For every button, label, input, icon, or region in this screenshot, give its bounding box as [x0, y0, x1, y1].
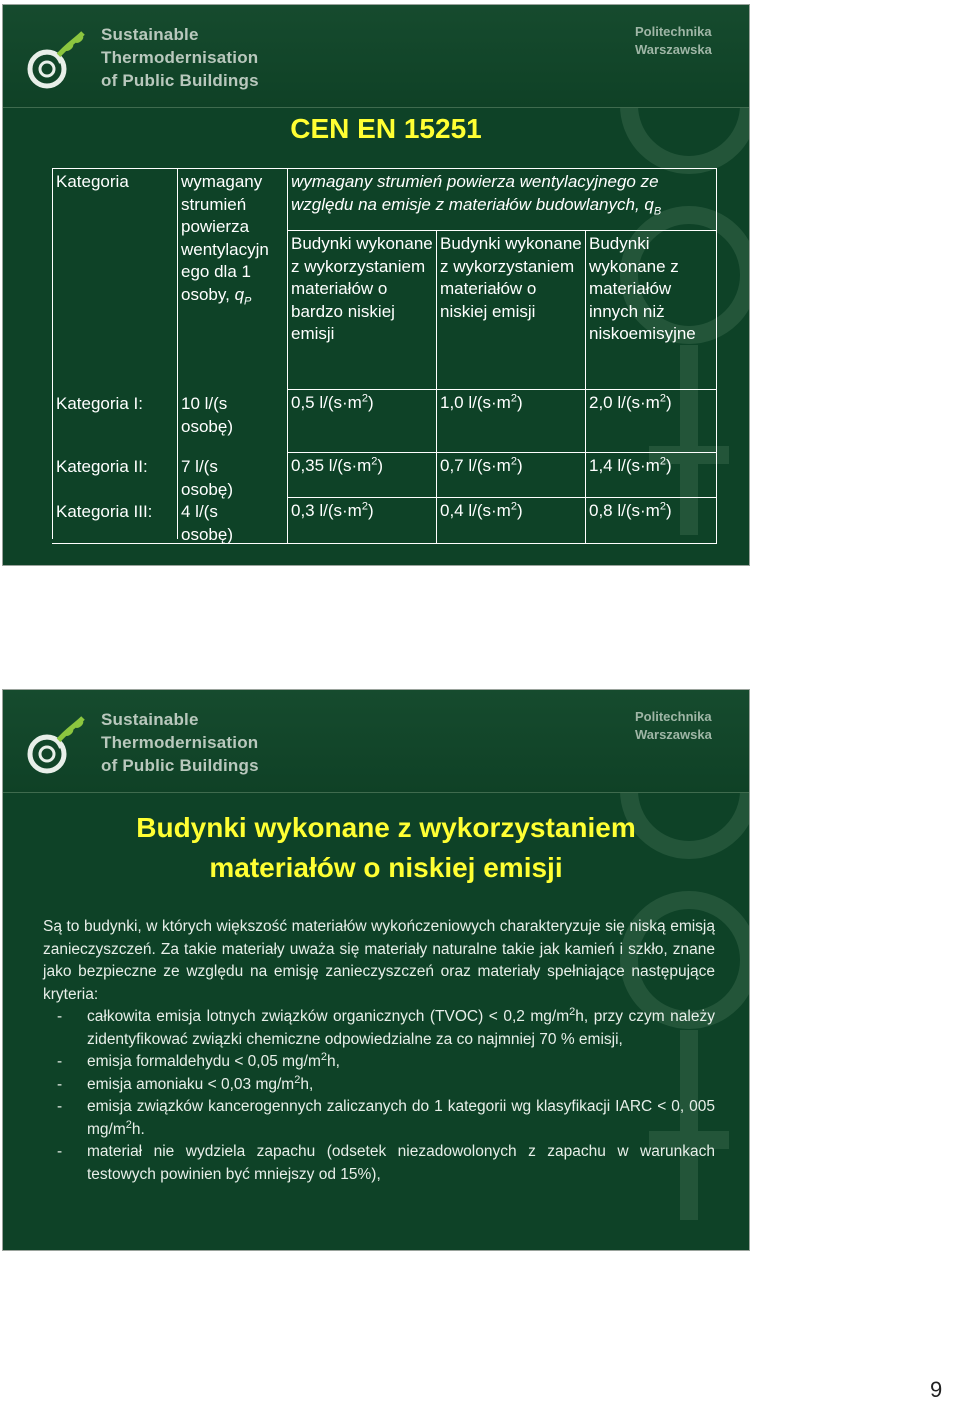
slide-title-line2: materiałów o niskiej emisji — [209, 852, 563, 883]
list-item: - materiał nie wydziela zapachu (odsetek niezadowolonych z zapachu w warunkach testowych powinien być mniejszy od 15%), — [57, 1143, 715, 1183]
university-name-line1: Politechnika — [635, 24, 712, 39]
row-category-1: Kategoria I: — [56, 394, 143, 413]
col-header-qp-text: wymagany strumień powierza wentylacyjn ego dla 1 osoby, — [181, 172, 269, 304]
qp-symbol: q — [234, 284, 245, 304]
project-name-line1: Sustainable — [101, 710, 199, 729]
list-item: - całkowita emisja lotnych związków organicznych (TVOC) < 0,2 $mg/m^2h$, przy czym należy zidentyfikować związki chemiczne odpowiedzialne za co najmniej 70 % emisji, — [57, 1005, 715, 1048]
col-header-qb-text: wymagany strumień powierza wentylacyjnego ze względu na emisje z materiałów budowlanych, — [291, 172, 659, 214]
qb-symbol: q — [644, 194, 654, 214]
subheader-very-low: Budynki wykonane z wykorzystaniem materiałów o bardzo niskiej emisji — [288, 231, 437, 390]
row-qp-3: 4 l/(s osobę) — [181, 502, 233, 544]
university-name-line1: Politechnika — [635, 709, 712, 724]
table-cell: 1,4 $l/(s\cdot m^2)$ — [586, 453, 717, 498]
table-cell: 0,8 $l/(s\cdot m^2)$ — [586, 498, 717, 544]
slide-cen-en-15251 — [2, 4, 750, 566]
slide-title-line1: Budynki wykonane z wykorzystaniem — [136, 812, 636, 843]
table-cell: 2,0 $l/(s\cdot m^2)$ — [586, 390, 717, 453]
project-name-line2: Thermodernisation — [101, 48, 259, 67]
table-cell: 0,3 $l/(s\cdot m^2)$ — [288, 498, 437, 544]
qb-subscript: B — [653, 204, 662, 217]
subheader-other: Budynki wykonane z materiałów innych niż niskoemisyjne — [586, 231, 717, 390]
col-header-qp — [181, 171, 281, 306]
slide-body — [43, 916, 715, 1186]
slide-header — [3, 690, 749, 793]
table-bottom-border — [52, 543, 288, 544]
slide-title — [23, 808, 749, 888]
project-name — [101, 23, 259, 92]
university-name-line2: Warszawska — [635, 42, 712, 57]
table-cell: 0,35 $l/(s\cdot m^2)$ — [288, 453, 437, 498]
stpb-logo-icon — [23, 29, 93, 99]
slide-header — [3, 5, 749, 108]
list-item: - emisja formaldehydu < 0,05 $mg/m^2h$, — [57, 1050, 340, 1070]
project-name-line3: of Public Buildings — [101, 756, 259, 775]
row-qp-1: 10 l/(s osobę) — [181, 394, 233, 436]
criteria-list — [43, 1006, 715, 1186]
university-name-line2: Warszawska — [635, 727, 712, 742]
subheader-low: Budynki wykonane z wykorzystaniem materiałów o niskiej emisji — [437, 231, 586, 390]
intro-paragraph: Są to budynki, w których większość materiałów wykończeniowych charakteryzuje się niską emisją zanieczyszczeń. Za takie materiały uważa się materiały naturalne takie jak kamień i szkło, znane jako bezpieczne ze względu na emisję zanieczyszczeń oraz materiały spełniające następujące kryteria: — [43, 918, 715, 1003]
row-category-2: Kategoria II: — [56, 457, 148, 476]
table-cell: 0,4 $l/(s\cdot m^2)$ — [437, 498, 586, 544]
qp-subscript: P — [244, 294, 252, 307]
col-header-qb — [288, 169, 717, 231]
table-left-border — [52, 168, 53, 539]
page-number: 9 — [930, 1377, 943, 1402]
project-name-line1: Sustainable — [101, 25, 199, 44]
university-name — [635, 708, 712, 744]
table-cell: 1,0 $l/(s\cdot m^2)$ — [437, 390, 586, 453]
stpb-logo-icon — [23, 714, 93, 784]
project-name-line3: of Public Buildings — [101, 71, 259, 90]
slide-low-emission-buildings — [2, 689, 750, 1251]
emission-table — [287, 168, 717, 544]
project-name — [101, 708, 259, 777]
slide-title: CEN EN 15251 — [290, 113, 482, 144]
table-cell: 0,5 $l/(s\cdot m^2)$ — [288, 390, 437, 453]
col-header-kategoria: Kategoria — [56, 172, 129, 191]
university-name — [635, 23, 712, 59]
list-item: - emisja amoniaku < 0,03 $mg/m^2h$, — [57, 1073, 314, 1093]
row-category-3: Kategoria III: — [56, 502, 153, 521]
table-top-border — [52, 168, 288, 169]
table-cell: 0,7 $l/(s\cdot m^2)$ — [437, 453, 586, 498]
list-item: - emisja związków kancerogennych zaliczanych do 1 kategorii wg klasyfikacji IARC < 0, 005 $mg/m^2h$. — [57, 1098, 715, 1138]
project-name-line2: Thermodernisation — [101, 733, 259, 752]
table-col-border — [177, 168, 178, 539]
row-qp-2: 7 l/(s osobę) — [181, 457, 233, 499]
